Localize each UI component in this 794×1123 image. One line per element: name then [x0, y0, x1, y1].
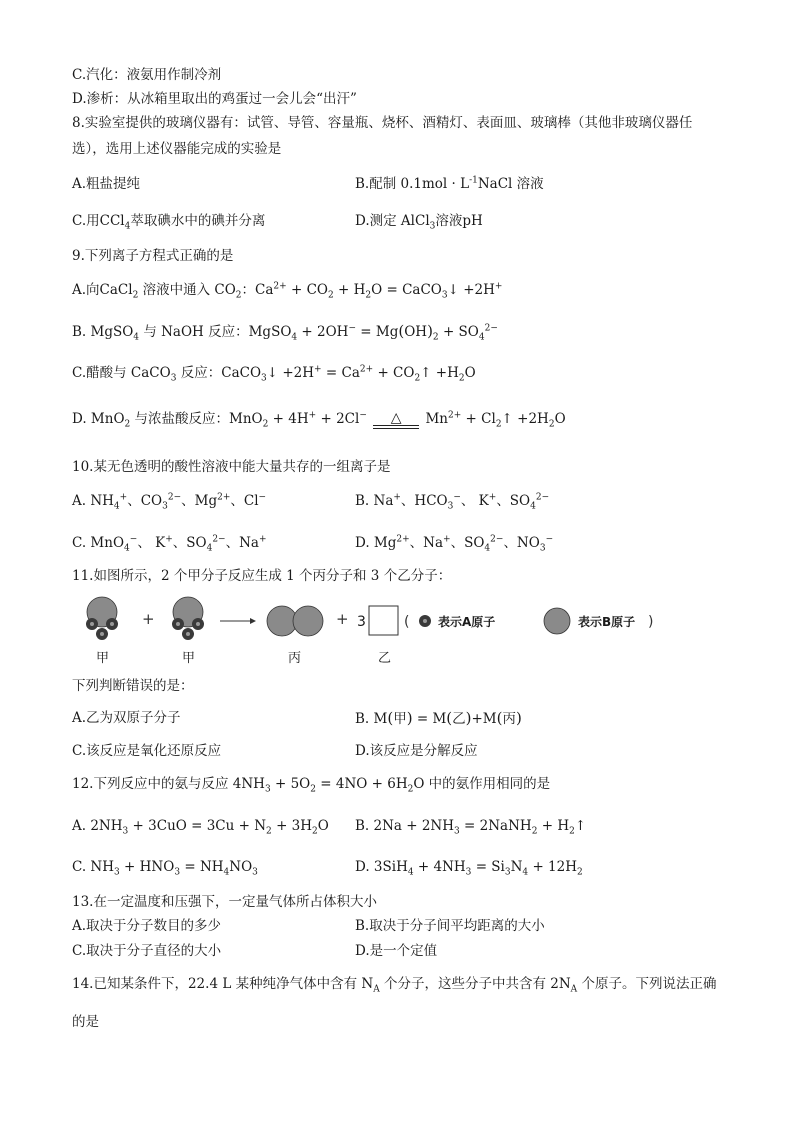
option-12b: B. $2Na + 2NH_3$ = 2NaNH$_2$ + $H_2↑$: [355, 818, 587, 837]
question-14-stem: 14.已知某条件下，22.4 L 某种纯净气体中含有 $N_A$ 个分子，这些分子中共含有 $2N_A$ 个原子。下列说法正确: [72, 976, 717, 995]
option-12a: A. $2NH_3 + 3CuO = 3Cu + N_2 + 3H_2O$: [72, 818, 329, 837]
option-13d: D.是一个定值: [355, 943, 438, 959]
option-11d: D.该反应是分解反应: [355, 743, 478, 759]
option-11a: A.乙为双原子分子: [72, 710, 181, 726]
option-9d: D. MnO$_2$ 与浓盐酸反应：MnO$_2$ + 4H+ + 2Cl− △ $Mn^{2+}$ + $Cl_2↑ +2H_2O$: [72, 409, 566, 430]
question-12-stem: 12.下列反应中的氨与反应 $4NH_3 + 5O_2 = 4NO + 6H_2O$ 中的氨作用相同的是: [72, 776, 551, 795]
molecule-yi-box: [369, 606, 398, 635]
molecule-jia-1: [86, 597, 118, 640]
option-10c: C. MnO$_4$−、 K+、$SO_4^{2-}$、Na+: [72, 534, 267, 554]
option-13c: C.取决于分子直径的大小: [72, 943, 222, 959]
molecule-jia-2: [172, 597, 204, 640]
label-jia-2: 甲: [182, 651, 196, 666]
plus-sign-2: +: [336, 610, 349, 628]
option-7c: C.汽化：液氨用作制冷剂: [72, 67, 222, 83]
option-12c: C. $NH_3 + HNO_3 = NH_4NO_3$: [72, 859, 258, 878]
option-9a: A.向CaCl$_2$ 溶液中通入 $CO_2$：$Ca^{2+} + CO_2 + H_2O$ = CaCO$_3$↓ +2H+: [72, 281, 503, 301]
option-8a: A.粗盐提纯: [72, 176, 141, 192]
label-bing: 丙: [288, 651, 302, 666]
question-14-stem-cont: 的是: [72, 1014, 99, 1030]
legend-close-paren: ): [648, 614, 654, 630]
reaction-diagram: [78, 592, 678, 668]
option-8c: C.用CCl$_4$萃取碘水中的碘并分离: [72, 213, 266, 232]
legend-open-paren: (: [404, 614, 410, 630]
option-11b: B. M(甲) = M(乙)+M(丙): [355, 709, 522, 727]
legend-atom-b-icon: [544, 608, 570, 634]
coefficient-3: 3: [357, 614, 366, 630]
label-yi: 乙: [378, 651, 392, 666]
option-8b: B.配制 $0.1mol \cdot L^{-1}NaCl$ 溶液: [355, 175, 544, 192]
option-13a: A.取决于分子数目的多少: [72, 918, 222, 934]
option-10b: B. Na+、$HCO_3^-$、 K+、$SO_4^{2-}$: [355, 492, 550, 512]
option-12d: D. $3SiH_4 + 4NH_3 = Si_3N_4 + 12H_2$: [355, 859, 583, 878]
option-8d: D.测定 AlCl$_3$溶液pH: [355, 213, 483, 232]
heating-condition: △: [373, 411, 419, 429]
option-10a: A. $NH_4^+$、$CO_3^{2-}$、$Mg^{2+}$、Cl−: [72, 492, 267, 512]
question-10-stem: 10.某无色透明的酸性溶液中能大量共存的一组离子是: [72, 459, 391, 475]
option-9c: C.醋酸与 CaCO$_3$ 反应：CaCO$_3$↓ $+2H^+ = Ca^{2+}$ + $CO_2↑ +H_2O$: [72, 364, 476, 384]
legend-atom-a-label: 表示A原子: [438, 615, 496, 629]
question-9-stem: 9.下列离子方程式正确的是: [72, 248, 234, 264]
question-8-stem-cont: 选），选用上述仪器能完成的实验是: [72, 141, 282, 157]
option-13b: B.取决于分子间平均距离的大小: [355, 918, 545, 934]
legend-atom-a-icon: [419, 615, 431, 627]
question-8-stem: 8.实验室提供的玻璃仪器有：试管、导管、容量瓶、烧杯、酒精灯、表面皿、玻璃棒（其他非玻璃仪器任: [72, 115, 693, 131]
molecule-bing: [267, 606, 323, 636]
question-11-prompt: 下列判断错误的是：: [72, 678, 194, 694]
option-10d: D. $Mg^{2+}$、Na+、$SO_4^{2-}$、$NO_3^-$: [355, 534, 554, 554]
legend-atom-b-label: 表示B原子: [578, 615, 636, 629]
label-jia-1: 甲: [96, 651, 110, 666]
question-11-stem: 11.如图所示，2 个甲分子反应生成 1 个丙分子和 3 个乙分子：: [72, 568, 452, 584]
option-11c: C.该反应是氧化还原反应: [72, 743, 222, 759]
question-13-stem: 13.在一定温度和压强下，一定量气体所占体积大小: [72, 894, 377, 910]
reaction-arrow: [220, 618, 256, 624]
option-9b: B. MgSO$_4$ 与 NaOH 反应：MgSO$_4$ + $2OH^- = Mg(OH)_2 + SO_4^{2-}$: [72, 322, 498, 343]
option-7d: D.渗析：从冰箱里取出的鸡蛋过一会儿会“出汗”: [72, 91, 357, 107]
plus-sign-1: +: [142, 610, 155, 628]
